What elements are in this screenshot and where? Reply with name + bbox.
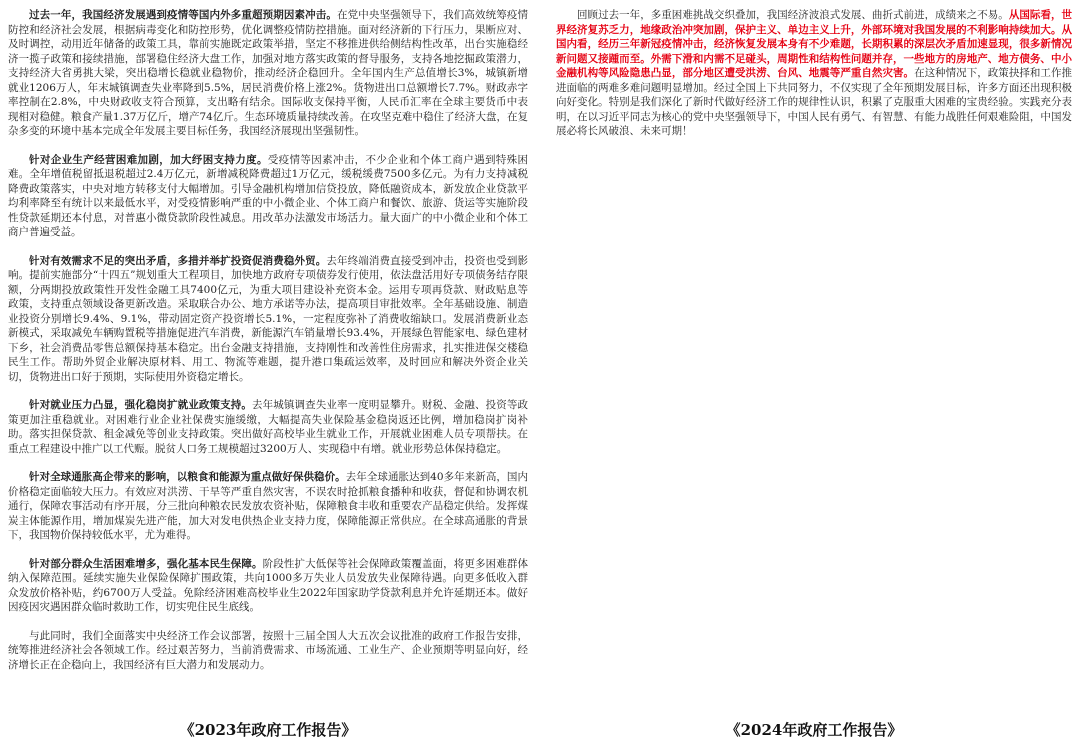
paragraph-body: 去年城镇调查失业率一度明显攀升。财税、金融、投资等政策更加注重稳就业。对困难行业企业社保费实施缓缴，大幅提高失业保险基金稳岗返还比例，增加稳岗扩岗补助。落实担保贷款、租金减免等创业支持政策。突出做好高校毕业生就业工作，开展就业困难人员专项帮扶。在重点工程建设中推广以工代赈。脱贫人口务工规模超过3200万人、实现稳中有增。就业形势总体保持稳定。	[8, 399, 529, 455]
paragraph	[8, 254, 528, 385]
intro-text: 回顾过去一年，多重困难挑战交织叠加，我国经济波浪式发展、曲折式前进，成绩来之不易。	[577, 9, 1009, 21]
paragraph-body: 与此同时，我们全面落实中央经济工作会议部署，按照十三届全国人大五次会议批准的政府工作报告安排，统筹推进经济社会各领域工作。经过艰苦努力，当前消费需求、市场流通、工业生产、企业预期等明显向好，经济增长正在企稳向上，我国经济有巨大潜力和发展动力。	[8, 629, 528, 671]
paragraph	[8, 557, 528, 615]
paragraph	[8, 470, 528, 543]
paragraph-lead: 过去一年，我国经济发展遇到疫情等国内外多重超预期因素冲击。	[29, 9, 337, 21]
paragraph-lead: 针对全球通胀高企带来的影响，以粮食和能源为重点做好保供稳价。	[29, 471, 346, 483]
paragraph-body: 去年终端消费直接受到冲击，投资也受到影响。提前实施部分“十四五”规划重大工程项目，加快地方政府专项债券发行使用，依法盘活用好专项债务结存限额，分两期投放政策性开发性金融工具7400亿元，为重大项目建设补充资本金。运用专项再贷款、财政贴息等政策，支持重点领域设备更新改造。采取联合办公、地方承诺等办法，提高项目审批效率。全年基础设施、制造业投资分别增长9.4%、9.1%，带动固定资产投资增长5.1%，一定程度弥补了消费收缩缺口。发展消费新业态新模式，采取减免车辆购置税等措施促进汽车消费，新能源汽车销量增长93.4%，开展绿色智能家电、绿色建材下乡，社会消费品零售总额保持基本稳定。出台金融支持措施，支持刚性和改善性住房需求，扎实推进保交楼稳民生工作。帮助外贸企业解决原材料、用工、物流等难题，提升港口集疏运效率，及时回应和解决外资企业关切，货物进出口好于预期，实际使用外资稳定增长。	[8, 254, 529, 383]
report-2023-column	[8, 8, 528, 686]
paragraph	[8, 398, 528, 456]
report-2024-column	[556, 8, 1072, 153]
paragraph-body: 受疫情等因素冲击，不少企业和个体工商户遇到特殊困难。全年增值税留抵退税超过2.4万亿元，新增减税降费超过1万亿元，缓税缓费7500多亿元。为有力支持减税降费政策落实，中央对地方转移支付大幅增加。引导金融机构增加信贷投放，降低融资成本，新发放企业贷款平均利率降至有统计以来最低水平，对受疫情影响严重的中小微企业、个体工商户和餐饮、旅游、货运等实施阶段性贷款延期还本付息，对普惠小微贷款阶段性减息。用改革办法激发市场活力。量大面广的中小微企业和个体工商户普遍受益。	[8, 153, 529, 238]
paragraph-lead: 针对部分群众生活困难增多，强化基本民生保障。	[29, 557, 263, 570]
paragraph	[8, 153, 528, 240]
paragraph-body: 在这种情况下，政策抉择和工作推进面临的两难多难问题明显增加。经过全国上下共同努力，不仅实现了全年预期发展目标，许多方面还出现积极向好变化。特别是我们深化了新时代做好经济工作的规律性认识，积累了克服重大困难的宝贵经验。实践充分表明，在以习近平同志为核心的党中央坚强领导下，中国人民有勇气、有智慧、有能力战胜任何艰难险阻，中国发展必将长风破浪、未来可期！	[556, 67, 1072, 137]
highlight-text: 从国际看，世界经济复苏乏力，地缘政治冲突加剧，保护主义、单边主义上升，外部环境对我国发展的不利影响持续加大。从国内看，经历三年新冠疫情冲击，经济恢复发展本身有不少难题，长期积累的深层次矛盾加速显现，很多新情况新问题又接踵而至。外需下滑和内需不足碰头，周期性和结构性问题并存，一些地方的房地产、地方债务、中小金融机构等风险隐患凸显，部分地区遭受洪涝、台风、地震等严重自然灾害。	[556, 9, 1073, 79]
paragraph	[8, 8, 528, 139]
caption-2024: 《2024年政府工作报告》	[725, 721, 903, 739]
paragraph-lead: 针对有效需求不足的突出矛盾，多措并举扩投资促消费稳外贸。	[29, 254, 327, 267]
paragraph	[556, 8, 1072, 139]
caption-2023: 《2023年政府工作报告》	[179, 721, 357, 739]
paragraph	[8, 629, 528, 673]
paragraph-body: 阶段性扩大低保等社会保障政策覆盖面，将更多困难群体纳入保障范围。延续实施失业保险保障扩围政策，共向1000多万失业人员发放失业保障待遇。向更多低收入群众发放价格补贴，约6700万人受益。免除经济困难高校毕业生2022年国家助学贷款利息并允许延期还本。做好因疫因灾遇困群众临时救助工作，切实兜住民生底线。	[8, 557, 529, 613]
paragraph-body: 去年全球通胀达到40多年来新高，国内价格稳定面临较大压力。有效应对洪涝、干旱等严重自然灾害，不误农时抢抓粮食播种和收获，督促和协调农机通行，保障农事活动有序开展，分三批向种粮农民发放农资补贴，保障粮食丰收和重要农产品稳定供给。发挥煤炭主体能源作用，增加煤炭先进产能，加大对发电供热企业支持力度，保障能源正常供应。在全球高通胀的背景下，我国物价保持较低水平，尤为难得。	[8, 471, 528, 541]
paragraph-lead: 针对企业生产经营困难加剧，加大纾困支持力度。	[29, 153, 268, 166]
paragraph-body: 在党中央坚强领导下，我们高效统筹疫情防控和经济社会发展，根据病毒变化和防控形势，优化调整疫情防控措施。面对经济新的下行压力，果断应对、及时调控，动用近年储备的政策工具，靠前实施既定政策举措，坚定不移推进供给侧结构性改革，出台实施稳经济一揽子政策和接续措施，部署稳住经济大盘工作，加强对地方落实政策的督导服务，支持各地挖掘政策潜力，支持经济大省勇挑大梁，突出稳增长稳就业稳物价，推动经济企稳回升。全年国内生产总值增长3%，城镇新增就业1206万人，年末城镇调查失业率降到5.5%，居民消费价格上涨2%。货物进出口总额增长7.7%。财政赤字率控制在2.8%，中央财政收支符合预算，支出略有结余。国际收支保持平衡，人民币汇率在全球主要货币中表现相对稳健。粮食产量1.37万亿斤，增产74亿斤。生态环境质量持续改善。在攻坚克难中稳住了经济大盘，在复杂多变的环境中基本完成全年发展主要目标任务，我国经济展现出坚强韧性。	[8, 9, 529, 137]
paragraph-lead: 针对就业压力凸显，强化稳岗扩就业政策支持。	[29, 399, 253, 411]
